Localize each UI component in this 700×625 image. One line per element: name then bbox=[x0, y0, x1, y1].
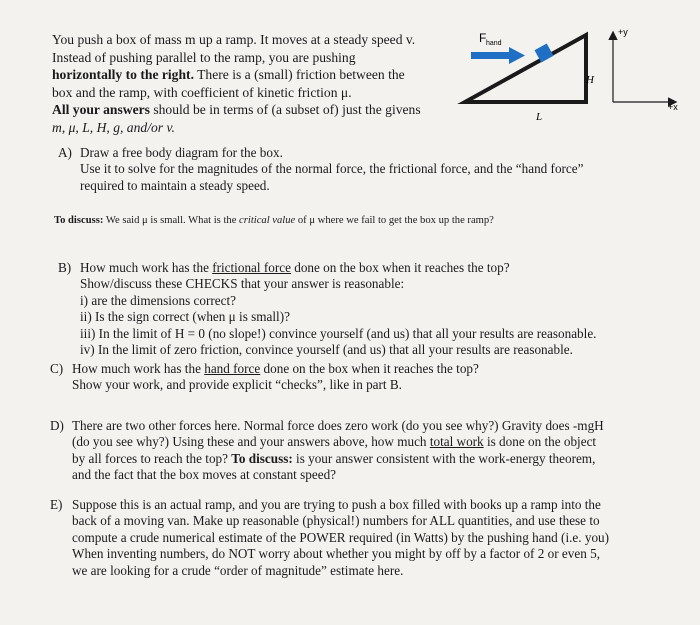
part-label: A) bbox=[58, 145, 72, 160]
question-underline: hand force bbox=[204, 361, 261, 376]
length-label: L bbox=[536, 111, 543, 123]
part-label: C) bbox=[50, 361, 64, 376]
question-text: done on the box when it reaches the top? bbox=[290, 260, 510, 275]
question-text: Use it to solve for the magnitudes of the normal force, the frictional force, and the “hand force” bbox=[80, 161, 584, 177]
part-c bbox=[50, 361, 479, 394]
intro-emphasis: All your answers bbox=[52, 102, 150, 118]
intro-line: Instead of pushing parallel to the ramp, you are pushing bbox=[52, 49, 356, 65]
question-emphasis: To discuss: bbox=[231, 450, 293, 466]
check-item: iv) In the limit of zero friction, convince yourself (and us) that all your results are reasonable. bbox=[80, 342, 573, 358]
intro-line bbox=[52, 101, 452, 119]
question-text: There are two other forces here. Normal force does zero work (do you see why?) Gravity does -mgH bbox=[72, 418, 604, 433]
question-text: Show your work, and provide explicit “checks”, like in part B. bbox=[72, 377, 402, 393]
question-text: How much work has the bbox=[80, 260, 213, 275]
question-text: we are looking for a crude “order of magnitude” estimate here. bbox=[72, 562, 404, 578]
question-text: Suppose this is an actual ramp, and you are trying to push a box filled with books up a ramp into the bbox=[72, 497, 601, 512]
force-subscript: hand bbox=[486, 40, 502, 47]
question-text: required to maintain a steady speed. bbox=[80, 177, 270, 193]
ramp-diagram bbox=[455, 22, 695, 132]
discussion-text: We said μ is small. What is the bbox=[103, 215, 240, 226]
problem-intro bbox=[52, 31, 452, 137]
force-label: F bbox=[479, 31, 487, 45]
question-text: done on the box when it reaches the top? bbox=[260, 361, 479, 376]
intro-line: box and the ramp, with coefficient of kinetic friction μ. bbox=[52, 84, 352, 100]
discussion-prompt bbox=[54, 215, 494, 226]
discussion-emphasis: critical value bbox=[239, 215, 296, 226]
question-underline: frictional force bbox=[212, 260, 291, 275]
part-e bbox=[50, 497, 609, 579]
check-item: i) are the dimensions correct? bbox=[80, 292, 236, 308]
check-item: ii) Is the sign correct (when μ is small)? bbox=[80, 309, 290, 325]
part-b bbox=[58, 260, 596, 358]
part-label: E) bbox=[50, 497, 63, 512]
x-axis-label: +x bbox=[668, 102, 678, 112]
part-label: D) bbox=[50, 418, 64, 433]
check-item: iii) In the limit of H = 0 (no slope!) convince yourself (and us) that all your results are reasonable. bbox=[80, 325, 597, 341]
question-text: When inventing numbers, do NOT worry about whether you might by off by a factor of 2 or even 5, bbox=[72, 546, 600, 562]
discussion-text: of μ where we fail to get the box up the ramp? bbox=[295, 215, 494, 226]
question-text: is done on the object bbox=[483, 434, 597, 450]
question-text: compute a crude numerical estimate of the POWER required (in Watts) by the pushing hand (i.e. you) bbox=[72, 529, 610, 545]
y-axis-label: +y bbox=[618, 27, 628, 37]
height-label: H bbox=[586, 74, 594, 86]
intro-line: m, μ, L, H, g, and/or v. bbox=[52, 119, 175, 135]
intro-emphasis: horizontally to the right. bbox=[52, 67, 194, 83]
question-text: by all forces to reach the top? bbox=[72, 450, 232, 466]
part-a bbox=[58, 145, 584, 194]
intro-text: There is a (small) friction between the bbox=[193, 67, 405, 83]
intro-text: should be in terms of (a subset of) just the givens bbox=[149, 102, 421, 118]
question-text: (do you see why?) Using these and your answers above, how much bbox=[72, 434, 430, 450]
discussion-label: To discuss: bbox=[54, 215, 104, 226]
question-underline: total work bbox=[429, 434, 484, 450]
question-text: How much work has the bbox=[72, 361, 205, 376]
part-label: B) bbox=[58, 260, 72, 275]
part-d bbox=[50, 418, 604, 484]
hand-force-arrow bbox=[471, 47, 525, 64]
question-text: back of a moving van. Make up reasonable (physical!) numbers for ALL quantities, and use these to bbox=[72, 513, 600, 529]
ramp-triangle bbox=[465, 35, 586, 102]
intro-line bbox=[52, 66, 452, 84]
question-text: Draw a free body diagram for the box. bbox=[80, 145, 283, 160]
question-text: is your answer consistent with the work-energy theorem, bbox=[292, 450, 596, 466]
intro-line: You push a box of mass m up a ramp. It moves at a steady speed v. bbox=[52, 32, 416, 47]
question-text: Show/discuss these CHECKS that your answer is reasonable: bbox=[80, 276, 405, 292]
question-text: and the fact that the box moves at constant speed? bbox=[72, 467, 337, 483]
